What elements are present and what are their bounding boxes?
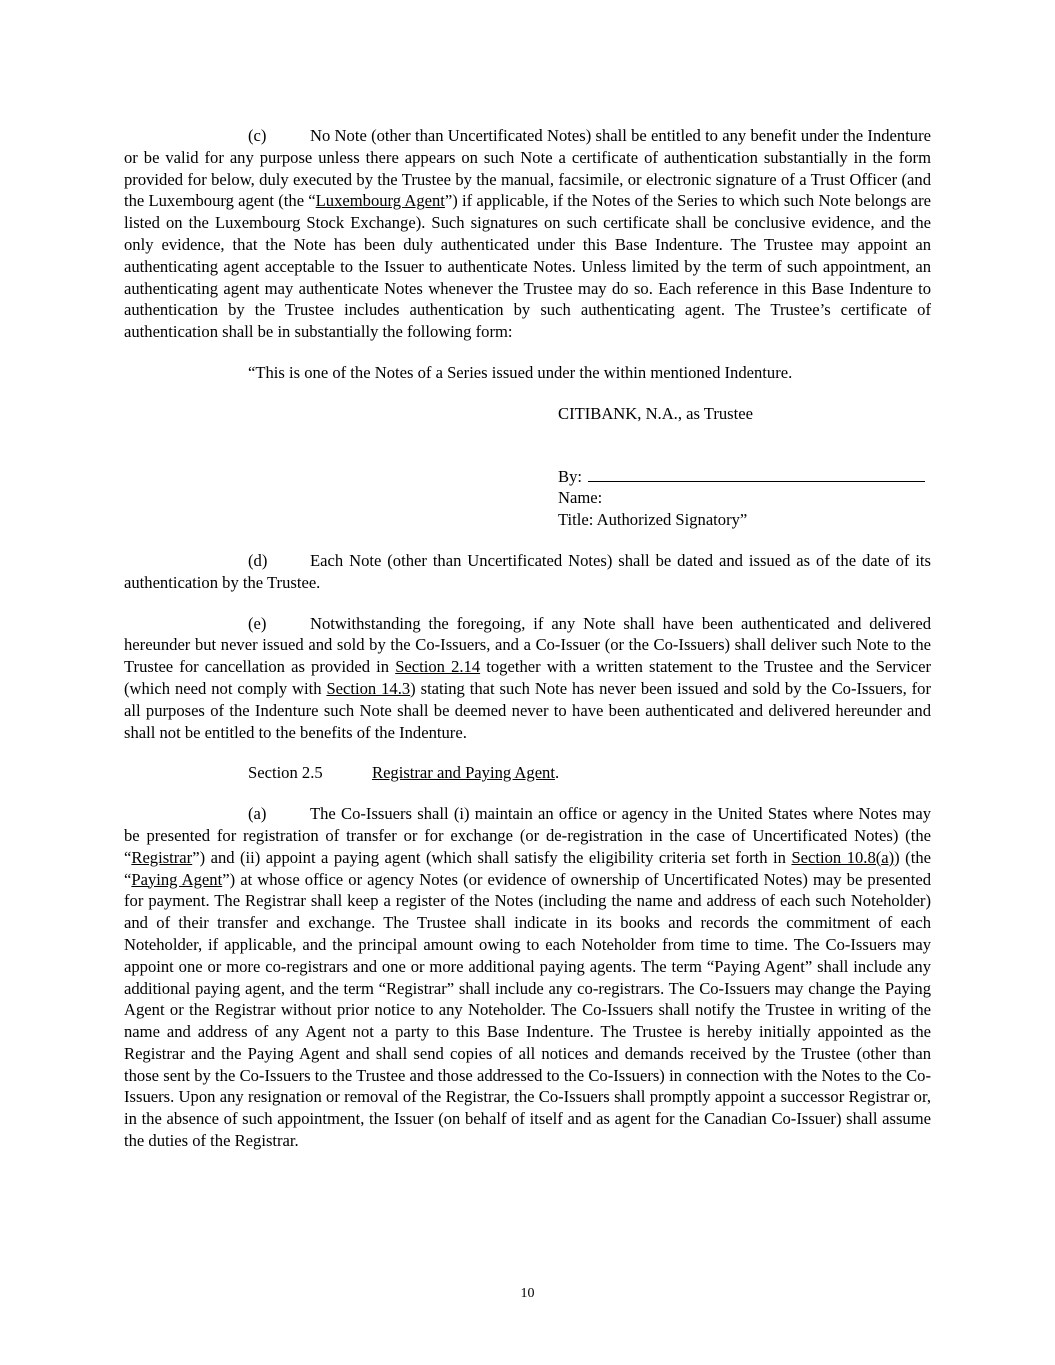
reference-section-14-3: Section 14.3 bbox=[326, 678, 411, 698]
paragraph-a-label: (a) bbox=[248, 804, 267, 824]
defined-term-paying-agent: Paying Agent bbox=[131, 869, 223, 889]
signature-by-line: By: bbox=[558, 466, 931, 488]
signature-title: Title: Authorized Signatory” bbox=[558, 510, 748, 530]
paragraph-c-label: (c) bbox=[248, 126, 267, 145]
signature-line bbox=[588, 466, 925, 482]
paragraph-d: (d) Each Note (other than Uncertificated Notes) shall be dated and issued as of the date of its authentication by the Trustee. bbox=[124, 550, 931, 592]
paragraph-c: (c) No Note (other than Uncertificated Notes) shall be entitled to any benefit under the Indenture or be valid for any purpose unless there appears on such Note a certificate of authentication substantially in the form provided for below, duly executed by the Trustee by the manual, facsimile, or electronic signature of a Trust Officer (and the Luxembourg agent (the “Luxembourg Agent”) if applicable, if the Notes of the Series to which such Note belongs are listed on the Luxembourg Stock Exchange). Such signatures on such certificate shall be conclusive evidence, and the only evidence, that the Note has been duly authenticated under this Base Indenture. The Trustee may appoint an authenticating agent acceptable to the Issuer to authenticate Notes. Unless limited by the term of such appointment, an authenticating agent may authenticate Notes whenever the Trustee may do so. Each reference in this Base Indenture to authentication by the Trustee includes authentication by such authenticating agent. The Trustee’s certificate of authentication shall be in substantially the following form: bbox=[124, 126, 931, 342]
signature-block bbox=[558, 466, 931, 531]
certificate-trustee: CITIBANK, N.A., as Trustee bbox=[558, 403, 753, 423]
section-number: Section 2.5 bbox=[248, 763, 323, 783]
document-page bbox=[124, 125, 931, 1171]
page-number: 10 bbox=[520, 1286, 535, 1301]
certificate-quote: “This is one of the Notes of a Series issued under the within mentioned Indenture. bbox=[248, 362, 793, 382]
reference-section-2-14: Section 2.14 bbox=[395, 657, 481, 677]
defined-term-registrar: Registrar bbox=[131, 847, 193, 867]
signature-name: Name: bbox=[558, 488, 603, 508]
section-title: Registrar and Paying Agent bbox=[372, 763, 555, 783]
paragraph-d-label: (d) bbox=[248, 550, 268, 570]
section-heading: Section 2.5 Registrar and Paying Agent. bbox=[248, 763, 560, 783]
paragraph-e: (e) Notwithstanding the foregoing, if any Note shall have been authenticated and delivered hereunder but never issued and sold by the Co-Issuers, and a Co-Issuer (or the Co-Issuers) shall deliver such Note to the Trustee for cancellation as provided in Section 2.14 together with a written statement to the Trustee and the Servicer (which need not comply with Section 14.3) stating that such Note has never been issued and sold by the Co-Issuers, for all purposes of the Indenture such Note shall be deemed never to have been authenticated and delivered hereunder and shall not be entitled to the benefits of the Indenture. bbox=[124, 613, 931, 742]
paragraph-a: (a) The Co-Issuers shall (i) maintain an office or agency in the United States where Notes may be presented for registration of transfer or for exchange (or de-registration in the case of Uncertificated Notes) (the “Registrar”) and (ii) appoint a paying agent (which shall satisfy the eligibility criteria set forth in Section 10.8(a)) (the “Paying Agent”) at whose office or agency Notes (or evidence of ownership of Uncertificated Notes) may be presented for payment. The Registrar shall keep a register of the Notes (including the name and address of each such Noteholder) and of their transfer and exchange. The Trustee shall indicate in its books and records the commitment of each Noteholder, if applicable, and the principal amount owing to each Noteholder from time to time. The Co-Issuers may appoint one or more co-registrars and one or more additional paying agents. The term “Paying Agent” shall include any additional paying agent, and the term “Registrar” shall include any co-registrars. The Co-Issuers may change the Paying Agent or the Registrar without prior notice to any Noteholder. The Co-Issuers shall notify the Trustee in writing of the name and address of any Agent not a party to this Base Indenture. The Trustee is hereby initially appointed as the Registrar and the Paying Agent and shall send copies of all notices and demands received by the Trustee (other than those sent by the Co-Issuers to the Trustee and those addressed to the Co-Issuers) in connection with the Notes to the Co-Issuers. Upon any resignation or removal of the Registrar, the Co-Issuers shall promptly appoint a successor Registrar or, in the absence of such appointment, the Issuer (on behalf of itself and as agent for the Canadian Co-Issuer) shall assume the duties of the Registrar. bbox=[124, 804, 931, 1151]
paragraph-e-label: (e) bbox=[248, 613, 267, 633]
defined-term-luxembourg-agent: Luxembourg Agent bbox=[315, 191, 445, 211]
reference-section-10-8-a: Section 10.8(a) bbox=[791, 847, 895, 867]
